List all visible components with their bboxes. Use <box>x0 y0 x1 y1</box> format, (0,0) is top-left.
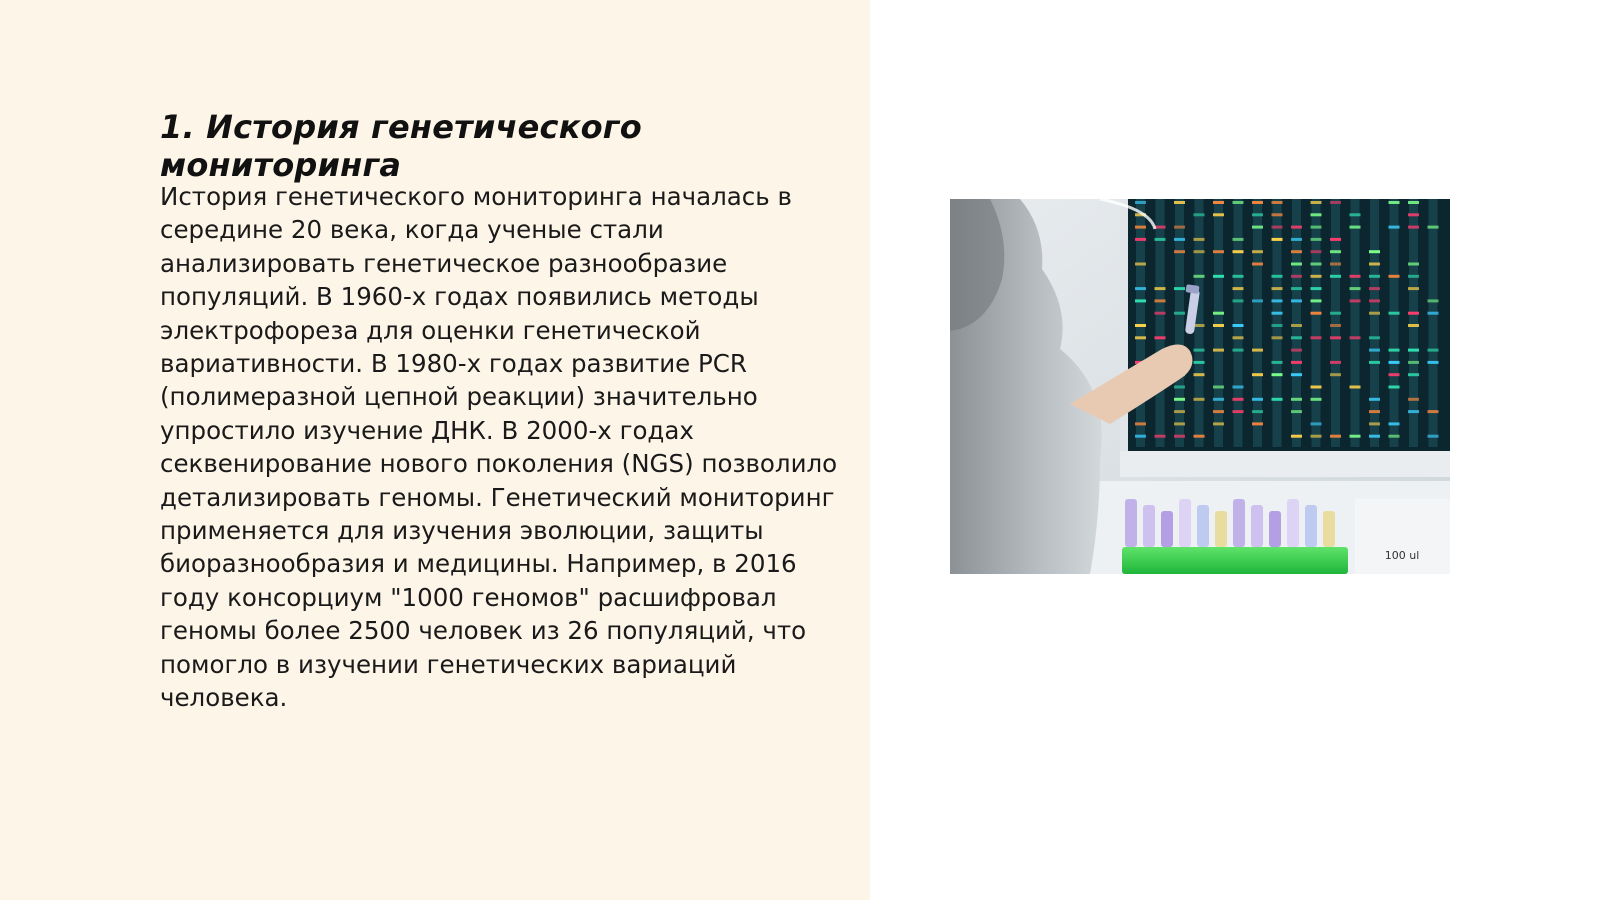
box-label: 100 ul <box>1384 549 1420 562</box>
lab-scientist-dna-screen-photo <box>950 199 1450 574</box>
content-block <box>160 108 850 715</box>
slide-title: 1. История генетического мониторинга <box>160 108 642 184</box>
slide-body-text: История генетического мониторинга началась в середине 20 века, когда ученые стали анализировать генетическое разнообразие популяций. В 1960-х годах появились методы электрофореза для оценки генетической вариативности. В 1980-х годах развитие PCR (полимеразной цепной реакции) значительно упростило изучение ДНК. В 2000-х годах секвенирование нового поколения (NGS) позволило детализировать геномы. Генетический мониторинг применяется для изучения эволюции, защиты биоразнообразия и медицины. Например, в 2016 году консорциум "1000 геномов" расшифровал геномы более 2500 человек из 26 популяций, что помогло в изучении генетических вариаций человека. <box>160 182 838 713</box>
